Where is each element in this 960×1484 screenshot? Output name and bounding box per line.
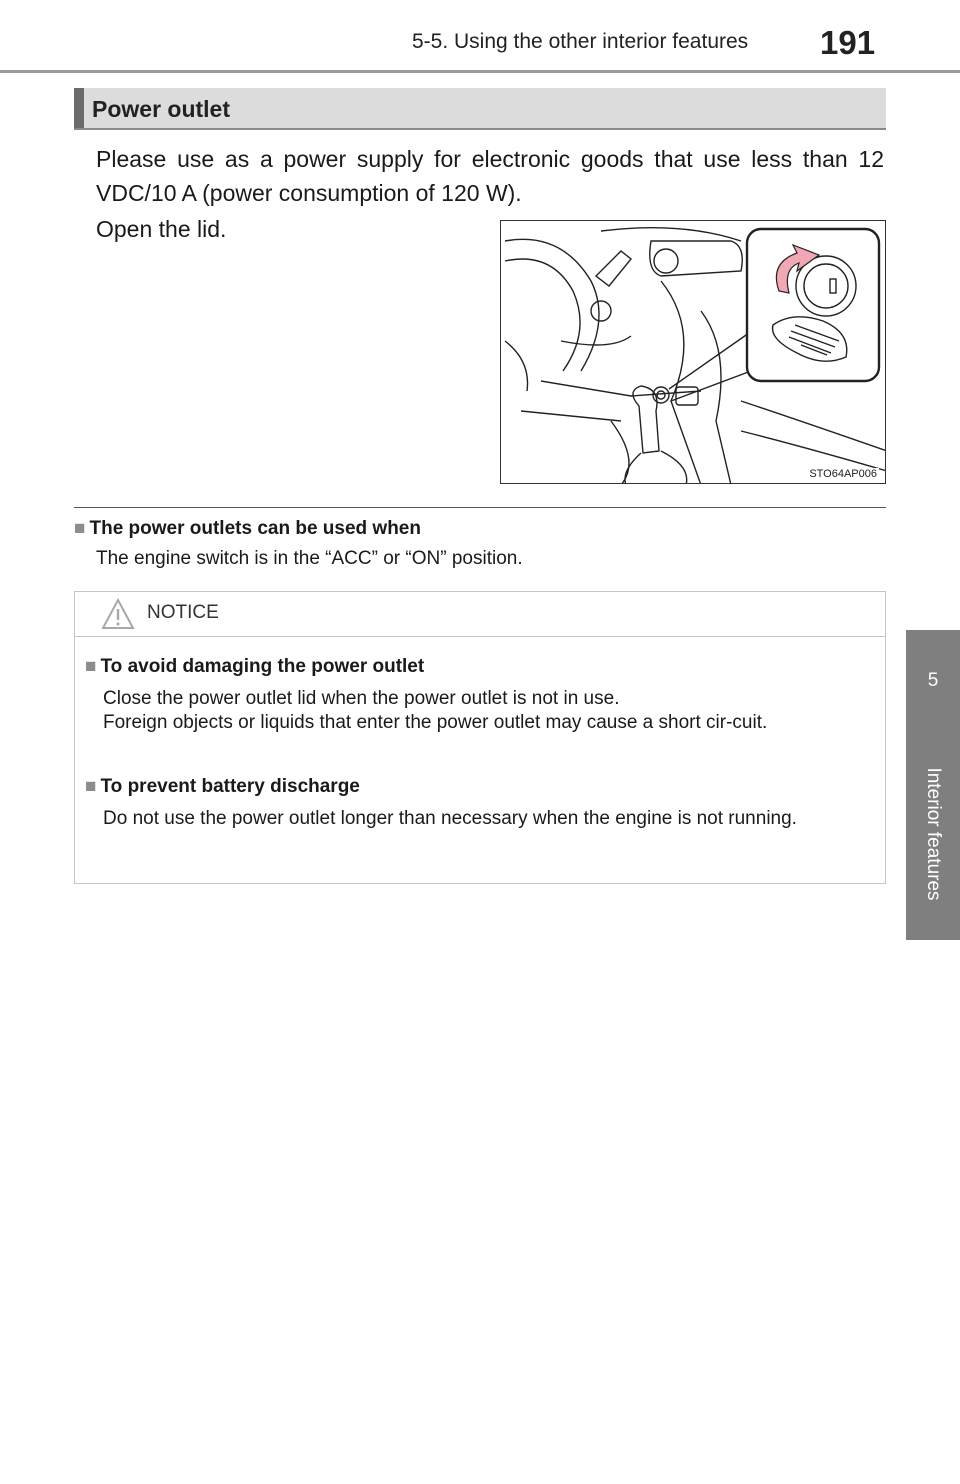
notice-label: NOTICE (147, 602, 219, 623)
intro-paragraph: Please use as a power supply for electronic goods that use less than 12 VDC/10 A (power consumption of 120 W). (96, 146, 884, 206)
chapter-number: 5 (927, 670, 939, 691)
notice-item-heading (85, 776, 360, 798)
notice-item-text: Close the power outlet lid when the power outlet is not in use. (103, 688, 620, 709)
notice-header (75, 592, 885, 637)
note-body: The engine switch is in the “ACC” or “ON” position. (96, 548, 523, 569)
note-heading (74, 518, 421, 540)
section-header-accent (74, 88, 84, 128)
square-bullet-icon: ■ (85, 776, 97, 797)
section-title: Power outlet (92, 96, 231, 122)
notice-box (74, 591, 886, 884)
notice-item-text: Do not use the power outlet longer than necessary when the engine is not running. (103, 808, 797, 829)
notice-item-text: Foreign objects or liquids that enter the power outlet may cause a short cir-cuit. (103, 712, 768, 733)
power-outlet-illustration (500, 220, 886, 484)
divider (74, 507, 886, 508)
notice-item-heading-text: To prevent battery discharge (100, 776, 360, 797)
square-bullet-icon: ■ (85, 656, 97, 677)
header-section-title: 5-5. Using the other interior features (412, 30, 749, 53)
header-rule (0, 70, 960, 73)
notice-item-heading-text: To avoid damaging the power outlet (100, 656, 425, 677)
page-number: 191 (820, 24, 876, 61)
step-text: Open the lid. (96, 216, 227, 242)
chapter-title: Interior features (923, 767, 944, 901)
section-header (74, 88, 886, 130)
note-heading-text: The power outlets can be used when (89, 518, 421, 539)
warning-triangle-icon (101, 598, 135, 630)
square-bullet-icon: ■ (74, 518, 86, 539)
notice-item-heading (85, 656, 424, 678)
figure-code: STO64AP006 (809, 468, 877, 480)
chapter-side-tab (906, 630, 960, 940)
